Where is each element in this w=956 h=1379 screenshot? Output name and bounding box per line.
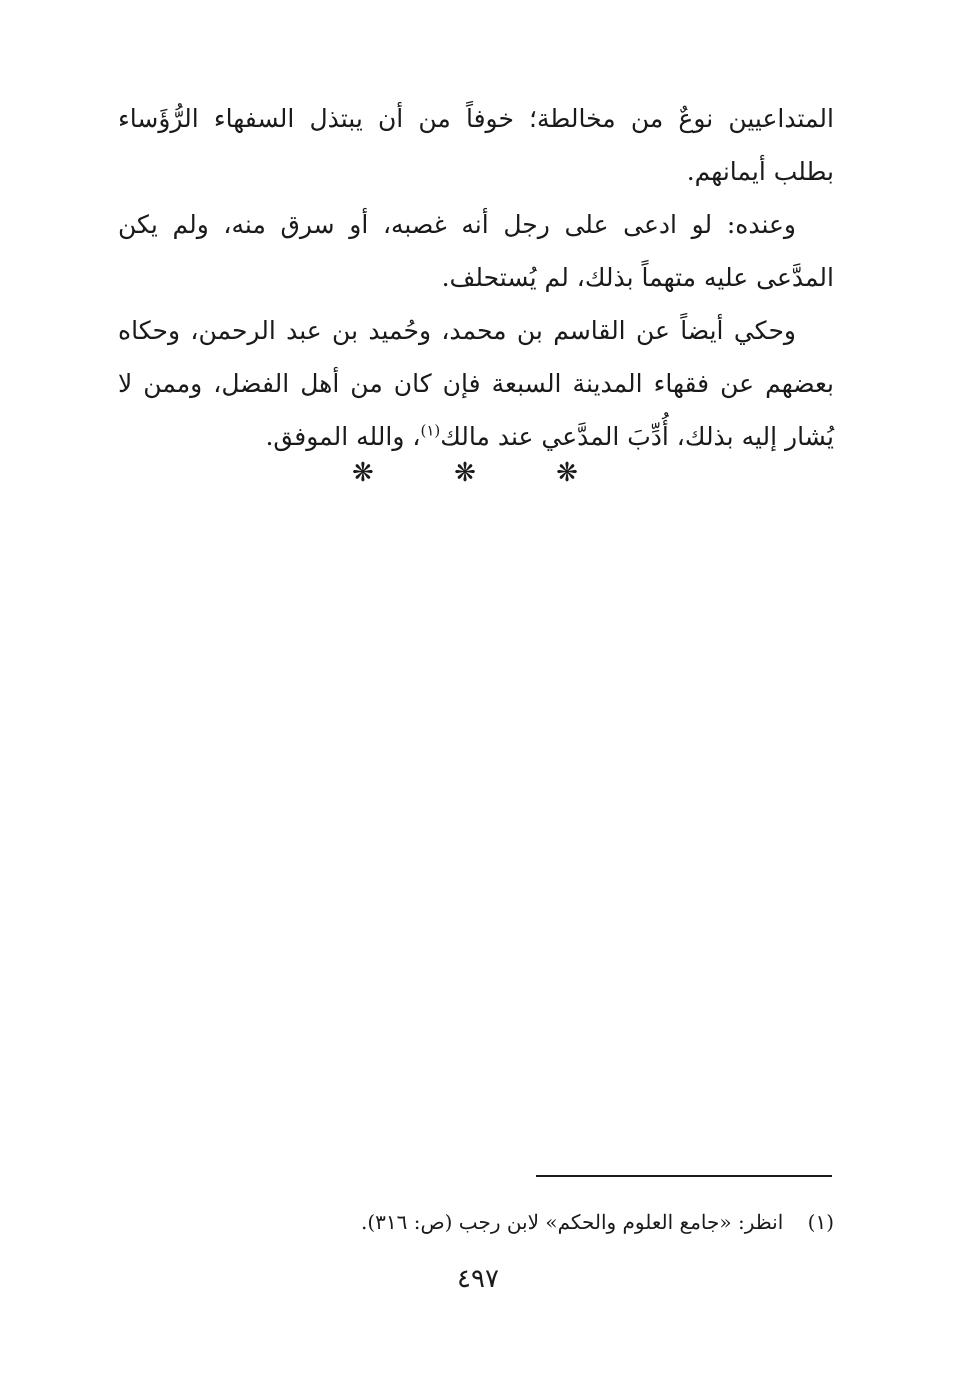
footnote-text: انظر: «جامع العلوم والحكم» لابن رجب (ص: ٣١٦). [360, 1210, 784, 1234]
footnote-divider [536, 1175, 832, 1177]
separator-star-icon: ❋ [454, 458, 502, 488]
main-text [118, 92, 834, 463]
section-separator [0, 458, 956, 488]
paragraph-3-ending: ، والله الموفق. [265, 422, 421, 451]
separator-star-icon: ❋ [556, 458, 604, 488]
paragraph-3 [118, 304, 834, 463]
paragraph-3-text: وحكي أيضاً عن القاسم بن محمد، وحُميد بن عبد الرحمن، وحكاه بعضهم عن فقهاء المدينة السبعة فإن كان من أهل الفضل، وممن لا يُشار إليه بذلك، أُدِّبَ المدَّعي عند مالك [118, 316, 834, 451]
footnote [118, 1205, 834, 1239]
page-number: ٤٩٧ [457, 1264, 499, 1294]
footnote-number: (١) [807, 1210, 834, 1234]
separator-star-icon: ❋ [352, 458, 400, 488]
paragraph-2: وعنده: لو ادعى على رجل أنه غصبه، أو سرق منه، ولم يكن المدَّعى عليه متهماً بذلك، لم يُستحلف. [118, 210, 834, 292]
paragraph-1: المتداعيين نوعٌ من مخالطة؛ خوفاً من أن يبتذل السفهاء الرُّؤَساء بطلب أيمانهم. [118, 104, 834, 186]
footnote-reference: (١) [420, 421, 441, 440]
